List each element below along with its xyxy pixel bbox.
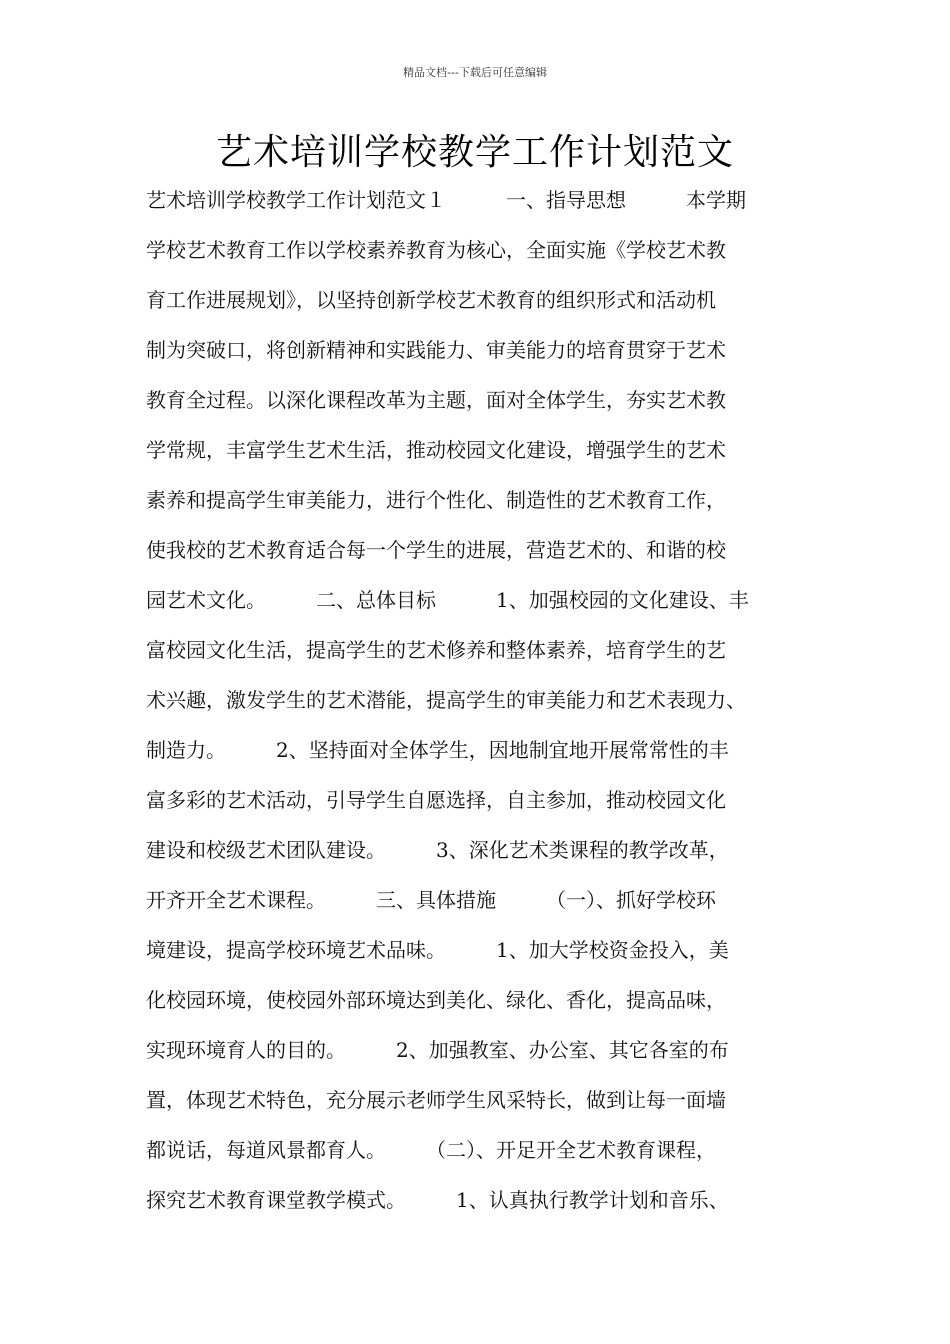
- text-line: 富多彩的艺术活动，引导学生自愿选择，自主参加，推动校园文化: [146, 788, 726, 812]
- text-line: 建设和校级艺术团队建设。 3、深化艺术类课程的教学改革，: [146, 838, 729, 862]
- document-body: [146, 175, 836, 1225]
- text-line: 探究艺术教育课堂教学模式。 1、认真执行教学计划和音乐、: [146, 1188, 729, 1212]
- text-line: 使我校的艺术教育适合每一个学生的进展，营造艺术的、和谐的校: [146, 538, 726, 562]
- text-line: 艺术培训学校教学工作计划范文１ 一、指导思想 本学期: [146, 188, 746, 212]
- header-note: 精品文档---下载后可任意编辑: [403, 66, 547, 79]
- text-line: 置，体现艺术特色，充分展示老师学生风采特长，做到让每一面墙: [146, 1088, 726, 1112]
- document-title: 艺术培训学校教学工作计划范文: [215, 132, 734, 173]
- text-line: 制造力。 2、坚持面对全体学生，因地制宜地开展常常性的丰: [146, 738, 729, 762]
- text-line: 园艺术文化。 二、总体目标 1、加强校园的文化建设、丰: [146, 588, 749, 612]
- text-line: 学常规，丰富学生艺术生活，推动校园文化建设，增强学生的艺术: [146, 438, 726, 462]
- text-line: 学校艺术教育工作以学校素养教育为核心，全面实施《学校艺术教: [146, 238, 726, 262]
- text-line: 教育全过程。以深化课程改革为主题，面对全体学生，夯实艺术教: [146, 388, 726, 412]
- text-line: 化校园环境，使校园外部环境达到美化、绿化、香化，提高品味，: [146, 988, 726, 1012]
- text-line: 育工作进展规划》，以坚持创新学校艺术教育的组织形式和活动机: [146, 288, 716, 312]
- text-line: 开齐开全艺术课程。 三、具体措施 （一）、抓好学校环: [146, 888, 716, 912]
- text-line: 素养和提高学生审美能力，进行个性化、制造性的艺术教育工作，: [146, 488, 726, 512]
- text-line: 实现环境育人的目的。 2、加强教室、办公室、其它各室的布: [146, 1038, 729, 1062]
- text-line: 境建设，提高学校环境艺术品味。 1、加大学校资金投入，美: [146, 938, 729, 962]
- text-line: 都说话，每道风景都育人。 （二）、开足开全艺术教育课程，: [146, 1138, 716, 1162]
- text-line: 术兴趣，激发学生的艺术潜能，提高学生的审美能力和艺术表现力、: [146, 688, 746, 712]
- text-line: 制为突破口，将创新精神和实践能力、审美能力的培育贯穿于艺术: [146, 338, 726, 362]
- text-line: 富校园文化生活，提高学生的艺术修养和整体素养，培育学生的艺: [146, 638, 726, 662]
